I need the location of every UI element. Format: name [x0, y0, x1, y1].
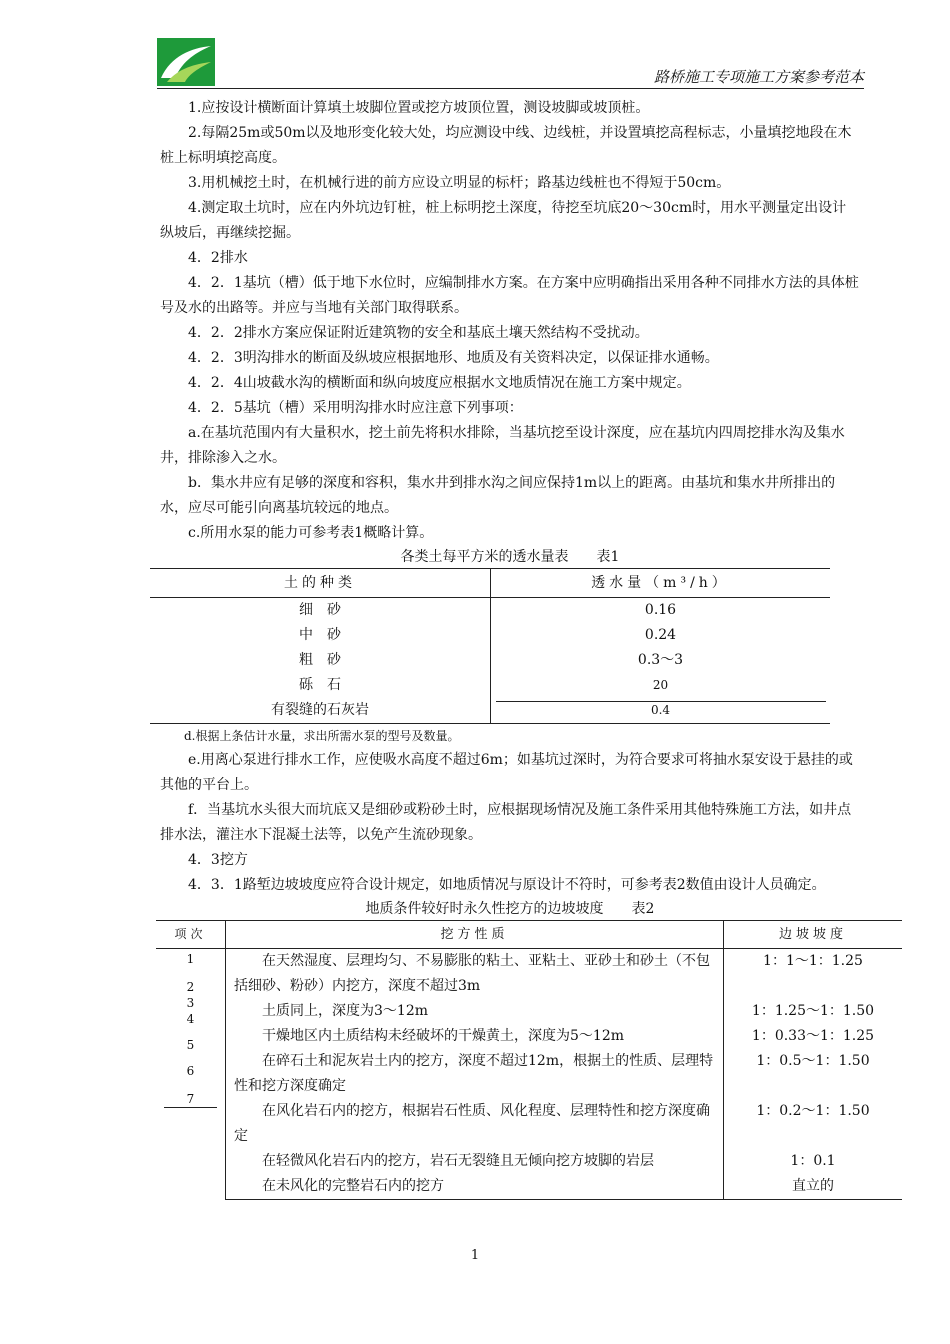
paragraph: c.所用水泵的能力可参考表1概略计算。 — [188, 525, 434, 541]
row-index: 1 — [186, 952, 195, 966]
table-cell — [491, 698, 831, 724]
table2-header: 边坡坡度 — [724, 921, 903, 949]
table-cell: 砾 石 — [150, 673, 491, 698]
table-cell: 直立的 — [724, 1174, 903, 1200]
table1-caption: 各类土每平方米的透水量表 表1 — [400, 549, 620, 565]
paragraph: 4．2．5基坑（槽）采用明沟排水时应注意下列事项： — [188, 400, 523, 416]
table-cell: 20 — [652, 678, 669, 692]
table-row — [156, 1099, 902, 1149]
table-cell-value: 0.4 — [496, 701, 826, 718]
table-cell: 1：0.33～1：1.25 — [751, 1028, 875, 1044]
table-row — [150, 623, 830, 648]
paragraph: a.在基坑范围内有大量积水，挖土前先将积水排除，当基坑挖至设计深度，应在基坑内四周挖排水沟及集水井，排除渗入之水。 — [160, 425, 845, 466]
table-row — [156, 1049, 902, 1099]
table-cell: 1：0.5～1：1.50 — [756, 1053, 870, 1069]
table-row — [150, 698, 830, 724]
table-row — [156, 1174, 902, 1200]
paragraph: b．集水井应有足够的深度和容积，集水井到排水沟之间应保持1m以上的距离。由基坑和集水井所排出的水，应尽可能引向离基坑较远的地点。 — [160, 475, 836, 516]
table1-header: 土的种类 — [150, 569, 491, 598]
paragraph: 4．2．4山坡截水沟的横断面和纵向坡度应根据水文地质情况在施工方案中规定。 — [188, 375, 691, 391]
row-index: 3 — [186, 996, 195, 1010]
table-cell: 在轻微风化岩石内的挖方，岩石无裂缝且无倾向挖方坡脚的岩层 — [226, 1149, 724, 1174]
table-cell: 在碎石土和泥灰岩土内的挖方，深度不超过12m，根据土的性质、层理特性和挖方深度确定 — [226, 1049, 724, 1099]
paragraph: f．当基坑水头很大而坑底又是细砂或粉砂土时，应根据现场情况及施工条件采用其他特殊施工方法，如井点排水法，灌注水下混凝土法等，以免产生流砂现象。 — [160, 802, 852, 843]
table-row — [150, 673, 830, 698]
row-index: 6 — [186, 1064, 195, 1078]
table-cell: 0.16 — [644, 602, 677, 618]
section-heading: 4．3挖方 — [188, 852, 248, 868]
paragraph: 2.每隔25m或50m以及地形变化较大处，均应测设中线、边线桩，并设置填挖高程标志，小量填挖地段在木桩上标明填挖高度。 — [160, 125, 852, 166]
table-cell: 中 砂 — [150, 623, 491, 648]
row-index: 4 — [186, 1012, 195, 1026]
index-column — [156, 949, 226, 1200]
table-row — [156, 1149, 902, 1174]
table-cell: 0.3～3 — [637, 652, 684, 668]
table-cell: 在风化岩石内的挖方，根据岩石性质、风化程度、层理特性和挖方深度确定 — [226, 1099, 724, 1149]
paragraph: 4．2．2排水方案应保证附近建筑物的安全和基底土壤天然结构不受扰动。 — [188, 325, 649, 341]
header-title: 路桥施工专项施工方案参考范本 — [653, 68, 864, 86]
table-cell: 在天然湿度、层理均匀、不易膨胀的粘土、亚粘土、亚砂土和砂土（不包括细砂、粉砂）内挖方，深度不超过3m — [226, 949, 724, 1000]
page-number: 1 — [470, 1248, 480, 1263]
table-row — [150, 598, 830, 624]
paragraph: 4．2．3明沟排水的断面及纵坡应根据地形、地质及有关资料决定，以保证排水通畅。 — [188, 350, 719, 366]
table-row — [156, 999, 902, 1024]
table-cell: 土质同上，深度为3～12m — [226, 999, 724, 1024]
paragraph: e.用离心泵进行排水工作，应使吸水高度不超过6m；如基坑过深时，为符合要求可将抽水泵安设于悬挂的或其他的平台上。 — [160, 752, 853, 793]
header-divider — [157, 88, 864, 89]
table-cell: 1：0.1 — [790, 1153, 836, 1169]
table-row — [156, 949, 902, 1000]
document-body — [160, 96, 875, 1200]
table1-header: 透水量（m³/h） — [491, 569, 831, 598]
table-cell: 干燥地区内土质结构未经破坏的干燥黄土，深度为5～12m — [226, 1024, 724, 1049]
table-cell: 1：1.25～1：1.50 — [751, 1003, 875, 1019]
table1 — [150, 568, 830, 724]
row-index: 5 — [186, 1038, 195, 1052]
paragraph: 4．2．1基坑（槽）低于地下水位时，应编制排水方案。在方案中应明确指出采用各种不同排水方法的具体桩号及水的出路等。并应与当地有关部门取得联系。 — [160, 275, 859, 316]
table2-header: 挖方性质 — [226, 921, 724, 949]
table-row — [150, 648, 830, 673]
table-cell: 0.24 — [644, 627, 677, 643]
paragraph: 3.用机械挖土时，在机械行进的前方应设立明显的标杆；路基边线桩也不得短于50cm。 — [188, 175, 731, 191]
paragraph: 4．3．1路堑边坡坡度应符合设计规定，如地质情况与原设计不符时，可参考表2数值由设计人员确定。 — [188, 877, 826, 893]
paragraph: 4.测定取土坑时，应在内外坑边钉桩，桩上标明挖土深度，待挖至坑底20～30cm时，用水平测量定出设计纵坡后，再继续挖掘。 — [160, 200, 847, 241]
table-cell: 粗 砂 — [150, 648, 491, 673]
table-cell: 在未风化的完整岩石内的挖方 — [226, 1174, 724, 1200]
table-cell: 细 砂 — [150, 598, 491, 624]
table2-header: 项次 — [156, 921, 226, 949]
row-index: 2 — [186, 980, 195, 994]
paragraph: d.根据上条估计水量，求出所需水泵的型号及数量。 — [184, 729, 460, 743]
table-row — [156, 1024, 902, 1049]
table2 — [156, 920, 902, 1200]
table2-caption: 地质条件较好时永久性挖方的边坡坡度 表2 — [365, 901, 655, 917]
table-cell: 有裂缝的石灰岩 — [150, 698, 491, 724]
table-cell: 1：1～1：1.25 — [763, 953, 863, 969]
row-index: 7 — [164, 1091, 217, 1108]
table-cell: 1：0.2～1：1.50 — [756, 1103, 870, 1119]
company-logo — [157, 38, 215, 86]
paragraph: 1.应按设计横断面计算填土坡脚位置或挖方坡顶位置，测设坡脚或坡顶桩。 — [188, 100, 650, 116]
section-heading: 4．2排水 — [188, 250, 248, 266]
